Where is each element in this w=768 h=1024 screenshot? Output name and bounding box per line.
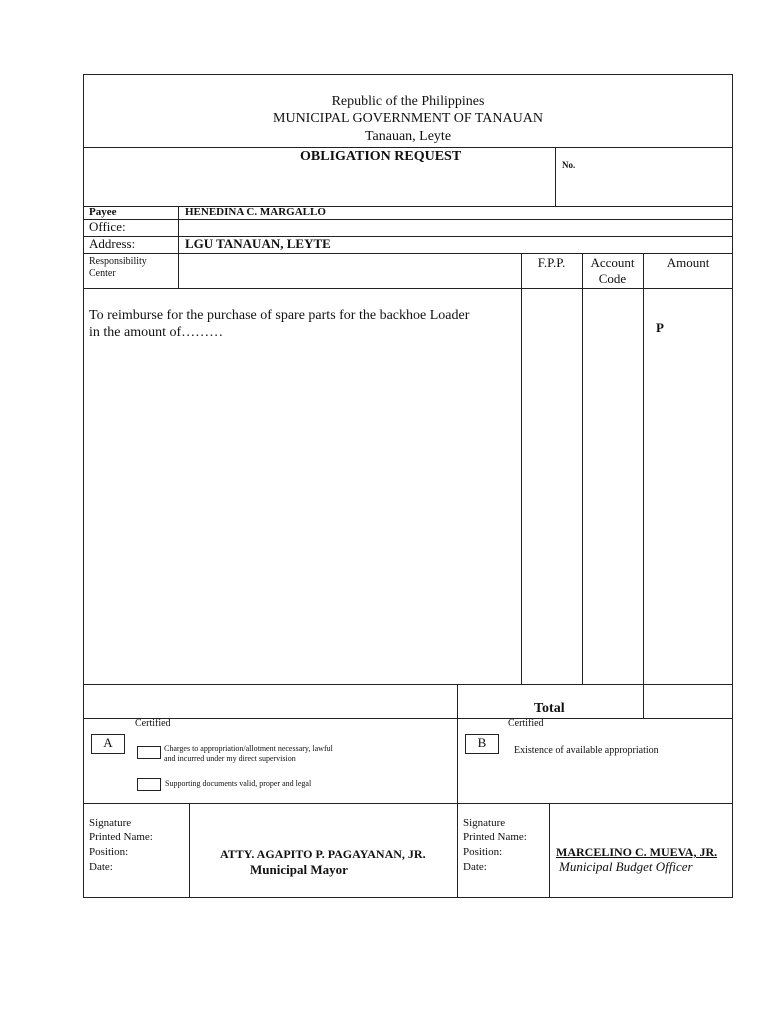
column-fpp: F.P.P. — [537, 255, 566, 270]
signature-label-b: Signature — [463, 817, 506, 829]
divider — [83, 718, 733, 719]
particulars-line-1[interactable]: To reimburse for the purchase of spare parts for the backhoe Loader — [89, 308, 470, 323]
divider — [178, 206, 179, 288]
position-label-a: Position: — [89, 846, 129, 858]
date-label-a: Date: — [89, 861, 113, 873]
column-amount: Amount — [666, 255, 710, 270]
responsibility-label-1: Responsibility — [89, 256, 147, 267]
checkbox-supporting-documents[interactable] — [137, 778, 161, 791]
office-label: Office: — [89, 219, 126, 234]
divider — [83, 236, 733, 237]
address-label: Address: — [89, 236, 136, 251]
particulars-line-2[interactable]: in the amount of……… — [89, 325, 224, 340]
certified-a-label: Certified — [135, 718, 171, 729]
divider — [83, 253, 733, 254]
printed-name-label-b: Printed Name: — [463, 831, 527, 843]
divider — [549, 803, 550, 898]
payee-value[interactable]: HENEDINA C. MARGALLO — [185, 206, 326, 218]
signatory-a-name: ATTY. AGAPITO P. PAGAYANAN, JR. — [220, 847, 426, 861]
checkbox-charges[interactable] — [137, 746, 161, 759]
responsibility-label-2: Center — [89, 268, 116, 279]
header-municipal-government: MUNICIPAL GOVERNMENT OF TANAUAN — [273, 111, 543, 126]
payee-label: Payee — [89, 206, 117, 218]
signatory-a-position: Municipal Mayor — [250, 862, 348, 877]
appropriation-text: Existence of available appropriation — [514, 745, 659, 756]
total-amount-field[interactable] — [645, 686, 731, 716]
supporting-documents-text: Supporting documents valid, proper and legal — [165, 779, 312, 788]
divider — [643, 253, 644, 718]
form-title: OBLIGATION REQUEST — [300, 149, 462, 164]
total-label: Total — [534, 701, 565, 716]
divider — [582, 253, 583, 684]
header-location: Tanauan, Leyte — [364, 129, 452, 144]
signature-label-a: Signature — [89, 817, 132, 829]
amount-symbol: P — [656, 320, 664, 335]
box-a-label: A — [103, 735, 113, 750]
address-value[interactable]: LGU TANAUAN, LEYTE — [185, 236, 331, 251]
column-account-code-2: Code — [598, 271, 627, 286]
certified-b-label: Certified — [508, 718, 544, 729]
charges-text-1: Charges to appropriation/allotment necessary, lawful — [164, 744, 333, 753]
divider — [189, 803, 190, 898]
number-label: No. — [562, 160, 576, 170]
header-republic: Republic of the Philippines — [331, 94, 485, 109]
position-label-b: Position: — [463, 846, 503, 858]
divider — [457, 684, 458, 898]
divider — [83, 219, 733, 220]
divider — [521, 253, 522, 684]
date-label-b: Date: — [463, 861, 487, 873]
divider — [555, 147, 556, 206]
column-account-code-1: Account — [590, 255, 635, 270]
signature-field-a[interactable] — [191, 805, 455, 845]
charges-text-2: and incurred under my direct supervision — [164, 754, 296, 763]
signatory-b-name: MARCELINO C. MUEVA, JR. — [556, 845, 718, 859]
divider — [83, 288, 733, 289]
signatory-b-position: Municipal Budget Officer — [559, 859, 693, 874]
divider — [83, 206, 733, 207]
number-field[interactable] — [580, 150, 730, 204]
divider — [83, 684, 733, 685]
signature-field-b[interactable] — [551, 805, 731, 845]
divider — [83, 147, 733, 148]
divider — [83, 803, 733, 804]
box-b-label: B — [477, 735, 487, 750]
printed-name-label-a: Printed Name: — [89, 831, 153, 843]
